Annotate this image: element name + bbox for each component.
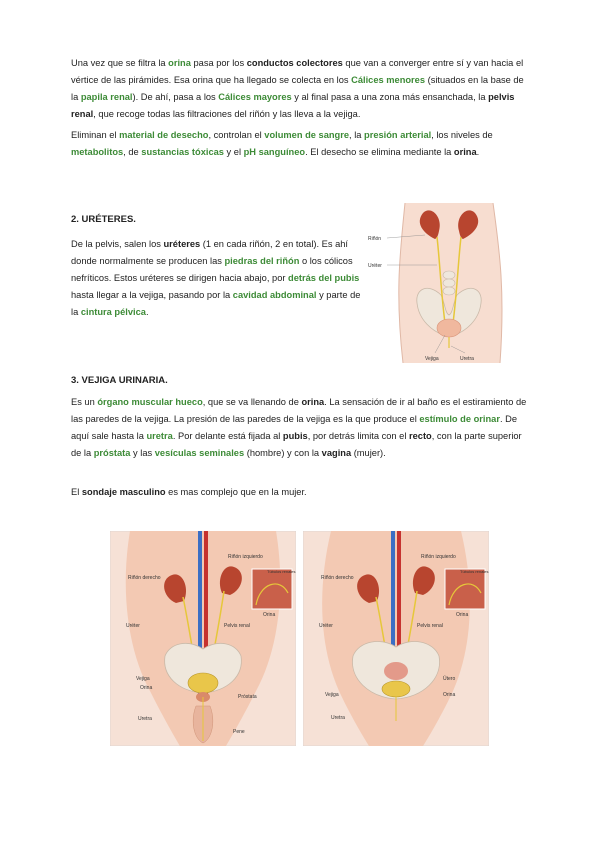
male-label-orina: Orina: [263, 612, 276, 618]
term-papila-renal: papila renal: [80, 92, 133, 102]
term-volumen-sangre: volumen de sangre: [264, 130, 350, 140]
term-presion-arterial: presión arterial: [364, 130, 432, 140]
term-sondaje-masculino: sondaje masculino: [81, 487, 166, 497]
term-estimulo-orinar: estímulo de orinar: [419, 414, 500, 424]
term-sustancias-toxicas: sustancias tóxicas: [141, 147, 224, 157]
term-detras-pubis: detrás del pubis: [288, 273, 360, 283]
term-ph-sanguineo: pH sanguíneo: [243, 147, 306, 157]
male-label-pene: Pene: [233, 729, 245, 735]
female-uterus: [384, 662, 408, 680]
label-ureter: Uréter: [368, 263, 382, 269]
male-label-tubulos: Túbulos renales: [267, 569, 296, 574]
term-orina: orina: [168, 58, 191, 68]
heading-vejiga-urinaria: 3. VEJIGA URINARIA.: [71, 375, 168, 386]
male-label-prostata: Próstata: [238, 694, 257, 700]
term-pelvis-renal: pelvis renal: [71, 92, 515, 119]
paragraph-kidney-functions: Eliminan el material de desecho, controlan el volumen de sangre, la presión arterial, los niveles de metabolitos, de sustancias tóxicas y el pH sanguíneo. El desecho se elimina mediante la orina.: [71, 130, 493, 157]
female-label-pelvis: Pelvis renal: [417, 623, 443, 629]
urinary-tract-figure: [365, 203, 530, 363]
term-piedras-rinon: piedras del riñón: [224, 256, 300, 266]
term-uretra: uretra: [146, 431, 173, 441]
paragraph-vejiga: Es un órgano muscular hueco, que se va llenando de orina. La sensación de ir al baño es el estiramiento de las paredes de la vejiga. La presión de las paredes de la vejiga es la que produce el estímulo de orinar. De aquí sale hasta la uretra. Por delante está fijada al pubis, por detrás limita con el recto, con la parte superior de la próstata y las vesículas seminales (hombre) y con la vagina (mujer).: [71, 397, 527, 458]
heading-ureteres: 2. URÉTERES.: [71, 214, 136, 225]
male-urinary-figure: [110, 531, 296, 746]
male-label-pelvis: Pelvis renal: [224, 623, 250, 629]
term-prostata: próstata: [93, 448, 131, 458]
label-vejiga: Vejiga: [425, 356, 439, 362]
female-label-orina2: Orina: [443, 692, 456, 698]
term-cintura-pelvica: cintura pélvica: [80, 307, 146, 317]
term-calices-mayores: Cálices mayores: [218, 92, 292, 102]
term-orina: orina: [453, 147, 477, 157]
paragraph-sondaje: El sondaje masculino es mas complejo que en la mujer.: [71, 487, 307, 497]
female-bladder: [382, 681, 410, 697]
term-organo-muscular-hueco: órgano muscular hueco: [97, 397, 203, 407]
term-pubis: pubis: [282, 431, 308, 441]
male-bladder: [188, 673, 218, 693]
female-label-ureter: Uréter: [319, 623, 333, 629]
female-label-utero: Útero: [443, 676, 456, 682]
paragraph-ureteres: De la pelvis, salen los uréteres (1 en cada riñón, 2 en total). Es ahí donde normalmente se producen las piedras del riñón o los cólicos nefríticos. Estos uréteres se dirigen hacia abajo, por detrás del pubis hasta llegar a la vejiga, pasando por la cavidad abdominal y parte de la cintura pélvica.: [71, 239, 361, 317]
female-label-tubulos: Túbulos renales: [460, 569, 489, 574]
label-uretra: Uretra: [460, 356, 474, 362]
female-label-rinon-izq: Riñón izquierdo: [421, 554, 456, 560]
female-label-uretra: Uretra: [331, 715, 345, 721]
term-ureteres: uréteres: [163, 239, 201, 249]
male-label-uretra: Uretra: [138, 716, 152, 722]
term-cavidad-abdominal: cavidad abdominal: [232, 290, 317, 300]
term-recto: recto: [409, 431, 432, 441]
term-vesiculas-seminales: vesículas seminales: [154, 448, 245, 458]
bladder: [437, 319, 461, 337]
male-label-ureter: Uréter: [126, 623, 140, 629]
term-metabolitos: metabolitos: [71, 147, 124, 157]
female-label-rinon-der: Riñón derecho: [321, 575, 354, 581]
female-urinary-figure: [303, 531, 489, 746]
label-rinon: Riñón: [368, 236, 382, 242]
female-label-vejiga: Vejiga: [325, 692, 339, 698]
paragraph-collecting-ducts: Una vez que se filtra la orina pasa por los conductos colectores que van a converger entre sí y van hacia el vértice de las pirámides. Esa orina que ha llegado se colecta en los Cálices menores (situados en la base de la papila renal). De ahí, pasa a los Cálices mayores y al final pasa a una zona más ensanchada, la pelvis renal, que recoge todas las filtraciones del riñón y las lleva a la vejiga.: [71, 58, 524, 119]
male-label-orina2: Orina: [140, 685, 153, 691]
male-label-rinon-der: Riñón derecho: [128, 575, 161, 581]
term-material-desecho: material de desecho: [119, 130, 209, 140]
female-label-orina: Orina: [456, 612, 469, 618]
male-label-vejiga: Vejiga: [136, 676, 150, 682]
male-label-rinon-izq: Riñón izquierdo: [228, 554, 263, 560]
term-vagina: vagina: [321, 448, 352, 458]
term-conductos-colectores: conductos colectores: [246, 58, 343, 68]
term-calices-menores: Cálices menores: [351, 75, 426, 85]
term-orina: orina: [301, 397, 325, 407]
